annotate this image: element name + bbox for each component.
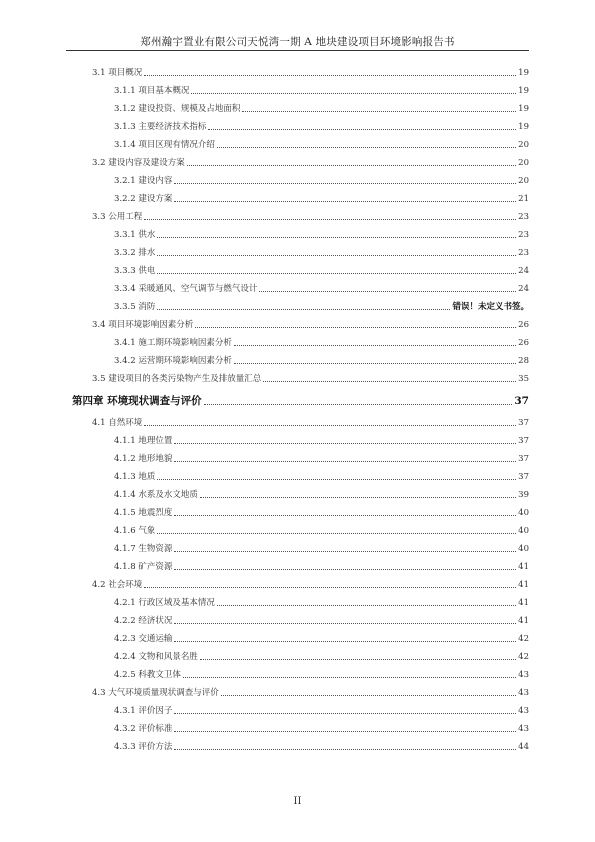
toc-leader [174,461,516,462]
toc-entry[interactable] [114,247,529,259]
toc-entry[interactable] [114,507,529,519]
toc-leader [157,533,516,534]
toc-entry-page: 43 [518,706,529,716]
toc-leader [174,551,516,552]
toc-leader [208,129,516,130]
toc-entry[interactable] [114,669,529,681]
toc-entry[interactable] [114,139,529,151]
toc-entry-page: 20 [518,158,529,168]
toc-chapter-entry[interactable] [72,394,529,408]
page-number: II [293,796,302,807]
toc-entry[interactable] [114,741,529,753]
toc-entry-label: 3.3.3 供电 [114,266,156,276]
toc-entry-page: 19 [518,86,529,96]
toc-entry-page: 24 [518,266,529,276]
toc-entry-label: 3.3.5 消防 [114,302,156,312]
toc-entry-page: 20 [518,140,529,150]
toc-entry-label: 4.1.6 气象 [114,526,156,536]
toc-entry-label: 3.2 建设内容及建设方案 [92,158,185,168]
toc-entry-page: 40 [518,526,529,536]
toc-entry-label: 4.1.4 水系及水文地质 [114,490,198,500]
toc-leader [187,165,516,166]
toc-entry-page: 19 [518,122,529,132]
toc-entry-page: 23 [518,248,529,258]
toc-entry-page: 28 [518,356,529,366]
toc-entry-label: 4.1.7 生物资源 [114,544,173,554]
toc-entry[interactable] [114,175,529,187]
toc-leader [174,731,516,732]
toc-entry-page: 41 [518,598,529,608]
toc-leader [174,515,516,516]
toc-entry-label: 4.3.2 评价标准 [114,724,173,734]
toc-entry[interactable] [92,579,529,591]
toc-entry-page: 44 [518,742,529,752]
toc-leader [204,404,513,405]
toc-entry-label: 4.2.5 科教文卫体 [114,670,181,680]
toc-entry-page: 43 [518,688,529,698]
toc-leader [144,75,516,76]
toc-leader [157,255,516,256]
toc-entry[interactable] [92,373,529,385]
toc-entry-page: 43 [518,670,529,680]
toc-entry[interactable] [92,211,529,223]
toc-leader [234,363,516,364]
toc-entry-label: 3.2.2 建设方案 [114,194,173,204]
toc-entry-label: 4.2.2 经济状况 [114,616,173,626]
toc-entry-label: 3.1.2 建设投资、规模及占地面积 [114,104,241,114]
toc-entry-label: 4.1.1 地理位置 [114,436,173,446]
toc-entry-page: 37 [518,472,529,482]
toc-entry-page: 19 [518,68,529,78]
toc-entry-page: 41 [518,580,529,590]
toc-leader [200,497,516,498]
toc-leader [174,183,516,184]
toc-leader [157,273,516,274]
toc-entry[interactable] [114,633,529,645]
toc-entry-page: 21 [518,194,529,204]
toc-entry-page: 23 [518,230,529,240]
toc-entry[interactable] [114,103,529,115]
toc-entry-label: 3.4.1 施工期环境影响因素分析 [114,338,232,348]
toc-entry-label: 4.2 社会环境 [92,580,143,590]
toc-entry-label: 4.2.1 行政区域及基本情况 [114,598,215,608]
toc-entry[interactable] [114,265,529,277]
toc-entry-page: 35 [518,374,529,384]
toc-leader [221,695,516,696]
toc-entry-label: 4.3.3 评价方法 [114,742,173,752]
toc-leader [157,479,516,480]
toc-entry[interactable] [114,121,529,133]
toc-leader [174,569,516,570]
toc-entry-label: 3.1.1 项目基本概况 [114,86,190,96]
toc-entry[interactable] [114,337,529,349]
toc-entry-label: 3.3.4 采暖通风、空气调节与燃气设计 [114,284,258,294]
toc-entry-page: 37 [518,418,529,428]
toc-leader [217,605,516,606]
toc-entry[interactable] [114,597,529,609]
toc-entry-label: 3.1.4 项目区现有情况介绍 [114,140,215,150]
toc-entry[interactable] [114,355,529,367]
toc-entry-page: 19 [518,104,529,114]
toc-entry-label: 4.1.3 地质 [114,472,156,482]
toc-entry-label: 4.2.4 文物和风景名胜 [114,652,198,662]
toc-entry-page: 24 [518,284,529,294]
toc-entry-label: 3.3 公用工程 [92,212,143,222]
toc-entry[interactable] [114,615,529,627]
toc-entry-page: 41 [518,562,529,572]
toc-entry[interactable] [114,453,529,465]
toc-leader [234,345,516,346]
toc-entry-page: 37 [514,395,529,407]
toc-leader [157,237,516,238]
toc-entry[interactable] [92,319,529,331]
toc-leader [144,587,516,588]
toc-entry[interactable] [92,687,529,699]
toc-leader [200,659,516,660]
toc-leader [174,623,516,624]
toc-entry-label: 4.3 大气环境质量现状调查与评价 [92,688,219,698]
toc-entry[interactable] [114,543,529,555]
toc-entry[interactable] [114,85,529,97]
toc-leader [157,309,450,310]
toc-entry-page: 39 [518,490,529,500]
toc-entry[interactable] [114,525,529,537]
toc-entry-page: 42 [518,634,529,644]
header-rule [66,50,529,51]
toc-entry[interactable] [92,157,529,169]
toc-entry-page: 41 [518,616,529,626]
toc-entry[interactable] [92,417,529,429]
toc-entry[interactable] [114,193,529,205]
toc-entry-label: 4.1.5 地震烈度 [114,508,173,518]
running-header: 郑州瀚宇置业有限公司天悦湾一期 A 地块建设项目环境影响报告书 [140,36,455,48]
toc-leader [195,327,516,328]
toc-entry-label: 3.1.3 主要经济技术指标 [114,122,207,132]
toc-entry[interactable] [114,229,529,241]
toc-entry-label: 3.4 项目环境影响因素分析 [92,320,194,330]
toc-entry-label: 3.4.2 运营期环境影响因素分析 [114,356,232,366]
toc-entry-label: 4.2.3 交通运输 [114,634,173,644]
toc-leader [242,111,516,112]
toc-entry-page: 23 [518,212,529,222]
toc-entry[interactable] [114,651,529,663]
toc-leader [174,641,516,642]
toc-entry[interactable] [114,705,529,717]
toc-leader [174,201,516,202]
toc-entry-label: 4.1.8 矿产资源 [114,562,173,572]
toc-entry-label: 第四章 环境现状调查与评价 [72,395,202,407]
toc-entry[interactable] [114,301,529,313]
toc-entry-label: 3.3.2 排水 [114,248,156,258]
toc-entry-page: 40 [518,508,529,518]
toc-leader [183,677,516,678]
toc-leader [174,713,516,714]
toc-entry[interactable] [114,283,529,295]
toc-entry-label: 3.1 项目概况 [92,68,143,78]
toc-entry-page: 40 [518,544,529,554]
toc-entry[interactable] [114,489,529,501]
toc-leader [174,443,516,444]
toc-entry-page: 37 [518,436,529,446]
toc-entry-page: 37 [518,454,529,464]
toc-leader [144,425,516,426]
toc-entry-label: 4.3.1 评价因子 [114,706,173,716]
toc-entry[interactable] [114,723,529,735]
toc-entry[interactable] [114,435,529,447]
toc-leader [259,291,516,292]
toc-entry-label: 3.2.1 建设内容 [114,176,173,186]
toc-entry-label: 3.5 建设项目的各类污染物产生及排放量汇总 [92,374,262,384]
toc-entry-label: 3.3.1 供水 [114,230,156,240]
toc-entry-page: 20 [518,176,529,186]
toc-entry-label: 4.1 自然环境 [92,418,143,428]
toc-entry-page: 43 [518,724,529,734]
toc-entry-page: 26 [518,338,529,348]
toc-entry[interactable] [92,67,529,79]
toc-entry-label: 4.1.2 地形地貌 [114,454,173,464]
toc-entry-page: 错误！未定义书签。 [452,302,529,312]
toc-entry[interactable] [114,561,529,573]
toc-leader [217,147,516,148]
toc-entry[interactable] [114,471,529,483]
toc-leader [191,93,516,94]
toc-entry-page: 42 [518,652,529,662]
toc-entry-page: 26 [518,320,529,330]
toc-leader [174,749,516,750]
toc-leader [263,381,516,382]
toc-leader [144,219,516,220]
